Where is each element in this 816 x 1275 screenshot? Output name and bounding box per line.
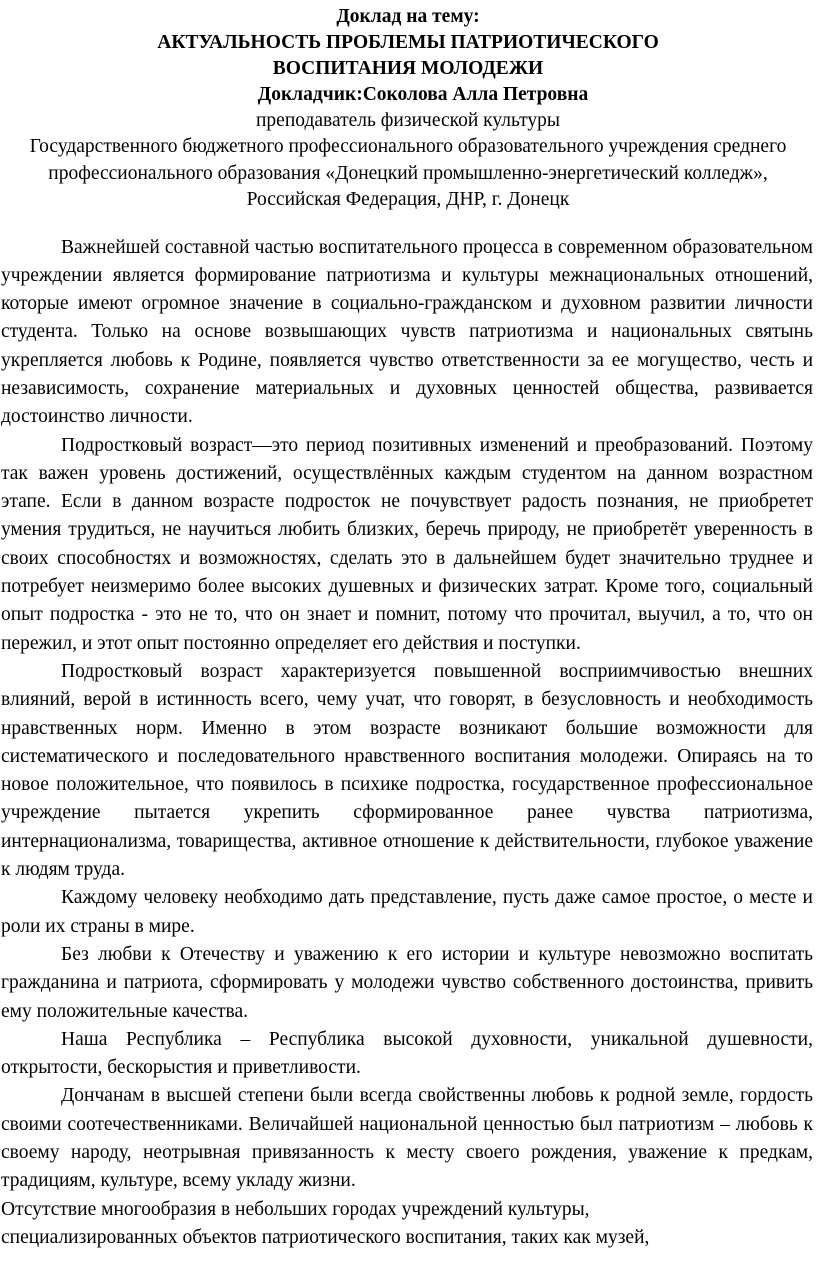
document-body xyxy=(0,234,816,1253)
speaker-name: Докладчик:Соколова Алла Петровна xyxy=(257,84,589,105)
organization-name: Государственного бюджетного профессионального образовательного учреждения среднего профессионального образования «Донецкий промышленно-энергетический колледж», xyxy=(29,136,787,184)
paragraph: Дончанам в высшей степени были всегда свойственны любовь к родной земле, гордость своими соотечественниками. Величайшей национальной ценностью был патриотизм – любовь к своему народу, неотрывная привязанность к месту своего рождения, уважение к предкам, традициям, культуре, всему укладу жизни. xyxy=(1,1085,813,1192)
paragraph: Каждому человеку необходимо дать представление, пусть даже самое простое, о месте и роли их страны в мире. xyxy=(1,887,813,937)
paragraph-tail-line: специализированных объектов патриотического воспитания, таких как музей, xyxy=(1,1226,650,1248)
paragraph: Подростковый возраст—это период позитивных изменений и преобразований. Поэтому так важен уровень достижений, осуществлённых каждым студентом на данном возрастном этапе. Если в данном возрасте подросток не почувствует радость познания, не приобретет умения трудиться, не научиться любить близких, беречь природу, не приобретёт уверенность в своих способностях и возможностях, сделать это в дальнейшем будет значительно труднее и потребует неизмеримо более высоких душевных и физических затрат. Кроме того, социальный опыт подростка - это не то, что он знает и помнит, потому что прочитал, выучил, а то, что он пережил, и этот опыт постоянно определяет его действия и поступки. xyxy=(1,434,813,654)
paragraph-tail-line: Отсутствие многообразия в небольших городах учреждений культуры, xyxy=(1,1198,590,1220)
organization-location: Российская Федерация, ДНР, г. Донецк xyxy=(246,189,570,210)
paragraph: Подростковый возраст характеризуется повышенной восприимчивостью внешних влияний, верой в истинность всего, чему учат, что говорят, в безусловность и необходимость нравственных норм. Именно в этом возрасте возникают большие возможности для систематического и последовательного нравственного воспитания молодежи. Опираясь на то новое положительное, что появилось в психике подростка, государственное профессиональное учреждение пытается укрепить сформированное ранее чувства патриотизма, интернационализма, товарищества, активное отношение к действительности, глубокое уважение к людям труда. xyxy=(1,660,813,881)
report-title-line-2: ВОСПИТАНИЯ МОЛОДЕЖИ xyxy=(272,58,544,79)
report-title-line-1: АКТУАЛЬНОСТЬ ПРОБЛЕМЫ ПАТРИОТИЧЕСКОГО xyxy=(157,32,659,53)
paragraph: Без любви к Отечеству и уважению к его истории и культуре невозможно воспитать гражданина и патриота, сформировать у молодежи чувство собственного достоинства, привить ему положительные качества. xyxy=(1,943,813,1022)
report-label: Доклад на тему: xyxy=(336,6,480,27)
document-header xyxy=(0,4,816,214)
speaker-position: преподаватель физической культуры xyxy=(255,110,560,131)
paragraph: Наша Республика – Республика высокой духовности, уникальной душевности, открытости, бескорыстия и приветливости. xyxy=(1,1028,813,1079)
paragraph: Важнейшей составной частью воспитательного процесса в современном образовательном учреждении является формирование патриотизма и культуры межнациональных отношений, которые имеют огромное значение в социально-гражданском и духовном развитии личности студента. Только на основе возвышающих чувств патриотизма и национальных святынь укрепляется любовь к Родине, появляется чувство ответственности за ее могущество, честь и независимость, сохранение материальных и духовных ценностей общества, развивается достоинство личности. xyxy=(1,236,813,428)
